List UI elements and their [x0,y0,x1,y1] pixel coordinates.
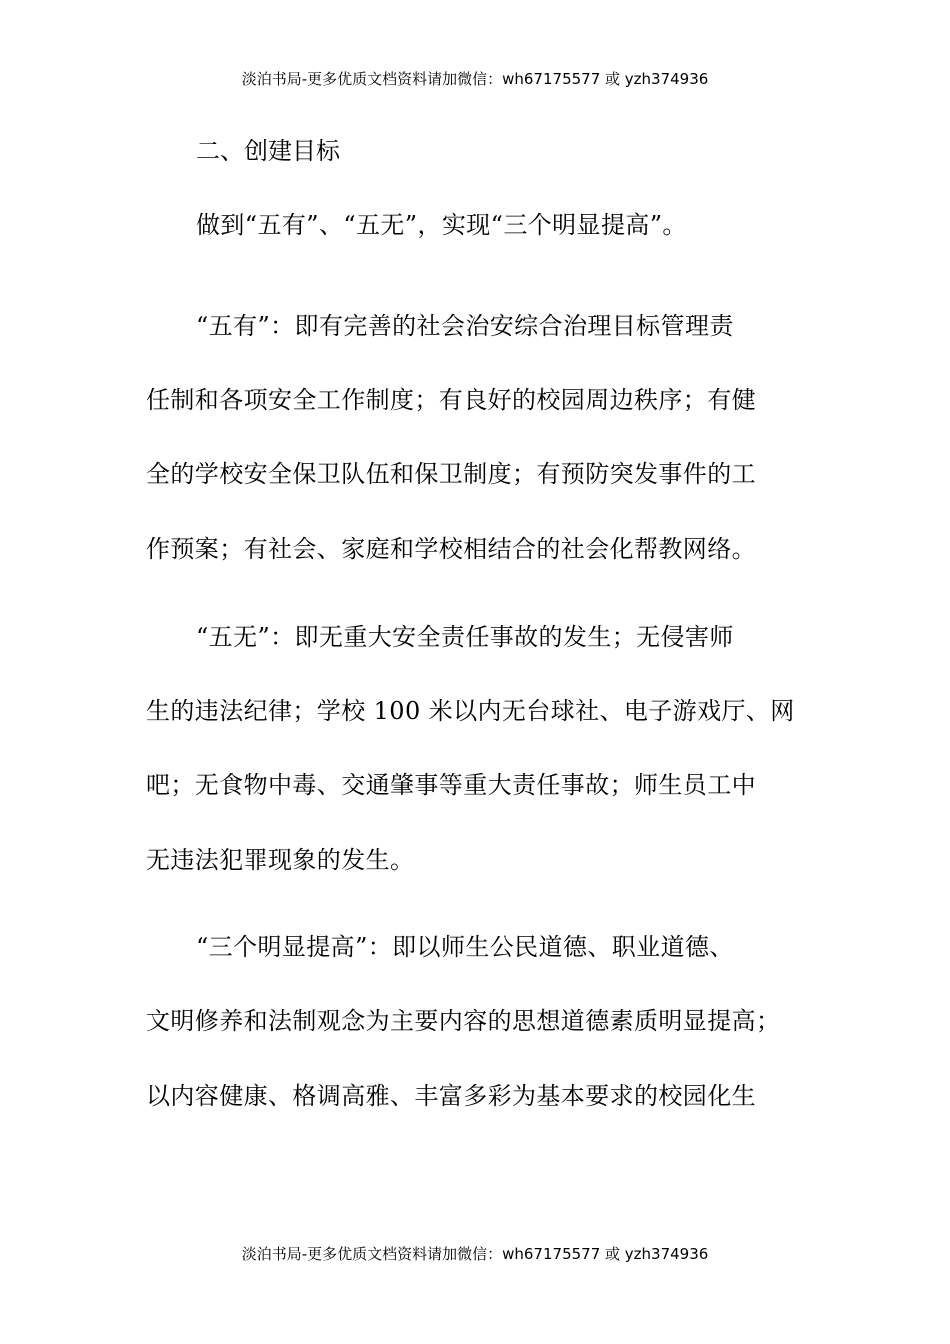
paragraph-line: 作预案；有社会、家庭和学校相结合的社会化帮教网络。 [146,535,756,563]
paragraph-line: 做到“五有”、“五无”，实现“三个明显提高”。 [196,211,687,239]
paragraph-line: 以内容健康、格调高雅、丰富多彩为基本要求的校园化生 [146,1082,756,1110]
paragraph-line: 无违法犯罪现象的发生。 [146,846,415,874]
paragraph-line: 文明修养和法制观念为主要内容的思想道德素质明显提高； [146,1007,781,1035]
paragraph-line: 全的学校安全保卫队伍和保卫制度；有预防突发事件的工 [146,460,756,488]
paragraph-line: 任制和各项安全工作制度；有良好的校园周边秩序；有健 [146,386,756,414]
paragraph-line: “五无”：即无重大安全责任事故的发生；无侵害师 [196,623,734,651]
paragraph-line: 吧；无食物中毒、交通肇事等重大责任事故；师生员工中 [146,771,756,799]
paragraph-line: 生的违法纪律；学校 100 米以内无台球社、电子游戏厅、网 [146,697,795,725]
paragraph-line: “五有”：即有完善的社会治安综合治理目标管理责 [196,312,734,340]
page-header-watermark: 淡泊书局-更多优质文档资料请加微信：wh67175577 或 yzh374936 [241,70,709,88]
page-footer-watermark: 淡泊书局-更多优质文档资料请加微信：wh67175577 或 yzh374936 [241,1245,709,1263]
section-heading: 二、创建目标 [196,137,340,165]
paragraph-line: “三个明显提高”：即以师生公民道德、职业道德、 [196,933,734,961]
